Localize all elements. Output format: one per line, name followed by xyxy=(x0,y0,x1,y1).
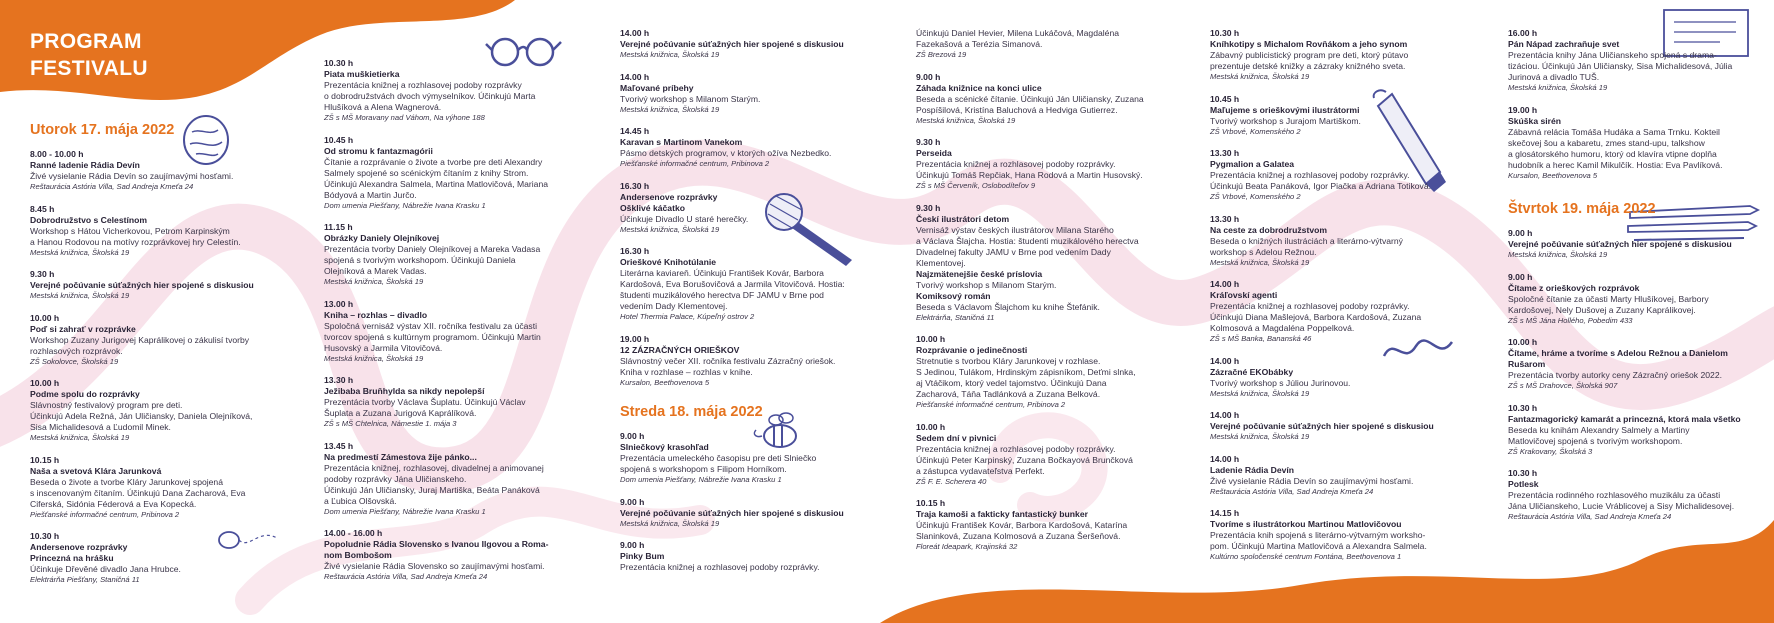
event-name: Ranné ladenie Rádia Devín xyxy=(30,160,140,170)
event-item xyxy=(324,375,574,430)
column-2 xyxy=(324,58,574,594)
event-description: Beseda s Václavom Šlajchom ku knihe Štefánik. xyxy=(916,301,1100,312)
event-time: 16.30 h xyxy=(620,246,650,256)
event-description: Prezentácia knižnej a rozhlasovej podoby rozprávky. xyxy=(916,159,1116,169)
event-description: skečovej šou a kabaretu, zmes stand-upu, talkshow xyxy=(1508,137,1705,148)
event-name: Traja kamoši a fakticky fantastický bunker xyxy=(916,509,1088,519)
event-description: Beseda ku knihám Alexandry Salmely a Martiny xyxy=(1508,424,1690,435)
event-location: Dom umenia Piešťany, Nábrežie Ivana Krasku 1 xyxy=(620,475,782,484)
event-item xyxy=(1508,228,1758,261)
event-description: Prezentácia knižnej, rozhlasovej, divadelnej a animovanej xyxy=(324,462,544,473)
event-time: 9.00 h xyxy=(1508,271,1533,282)
event-name: Maľujeme s orieškovými ilustrátormi xyxy=(1210,104,1360,115)
event-description: hudobník a herec Kamil Mikulčík. Hostia: Eva Pavlíková. xyxy=(1508,159,1723,170)
event-location: Mestská knižnica, Školská 19 xyxy=(620,50,720,59)
event-location: Mestská knižnica, Školská 19 xyxy=(324,353,424,363)
event-location: ZŠ F. E. Scherera 40 xyxy=(916,476,987,486)
event-time: 10.30 h xyxy=(30,531,60,541)
event-name: Zázračné EKObábky xyxy=(1210,366,1294,377)
event-time: 11.15 h xyxy=(324,222,353,232)
event-name: Naša a svetová Klára Jarunková xyxy=(30,465,162,476)
event-name: Sedem dní v pivnici xyxy=(916,432,997,443)
event-description: Slávnostný festivalový program pre deti. xyxy=(30,400,183,410)
event-name: Českí ilustrátori detom xyxy=(916,213,1010,224)
event-description: rozhlasových rozprávok. xyxy=(30,345,123,356)
day-heading: Streda 18. mája 2022 xyxy=(620,404,763,420)
event-description: tizáciou. Účinkujú Ján Uličiansky, Sisa Michalidesová, Júlia xyxy=(1508,61,1733,71)
event-time: 16.30 h xyxy=(620,180,650,191)
event-name: Kníhkotipy s Michalom Rovňákom a jeho synom xyxy=(1210,39,1408,49)
event-item xyxy=(1508,28,1758,94)
event-description: Zábavný publicistický program pre deti, ktorý pútavo xyxy=(1210,50,1409,60)
program-title xyxy=(30,28,148,82)
event-time: 10.15 h xyxy=(916,498,946,508)
event-description: Vernisáž výstav českých ilustrátorov Milana Starého xyxy=(916,224,1114,235)
event-time: 10.00 h xyxy=(30,312,60,323)
event-name: Verejné počúvanie súťažných hier spojené s diskusiou xyxy=(30,280,254,290)
event-description: Stretnutie s tvorbou Kláry Jarunkovej v rozhlase. xyxy=(916,356,1101,366)
event-location: Reštaurácia Astória Villa, Sad Andreja Kmeťa 24 xyxy=(324,572,488,581)
event-name: Kniha – rozhlas – divadlo xyxy=(324,309,428,320)
event-location: ZŠ Krakovany, Školská 3 xyxy=(1508,446,1593,456)
event-time: 14.15 h xyxy=(1210,508,1240,518)
event-item xyxy=(620,28,870,61)
event-description: Účinkujú František Kovár, Barbora Kardošová, Katarína xyxy=(916,520,1128,530)
event-time: 14.00 h xyxy=(620,28,650,38)
event-description: Účinkujú Daniel Hevier, Milena Lukáčová, Magdaléna xyxy=(916,28,1120,38)
event-location: ZŠ Vrbové, Komenského 2 xyxy=(1210,192,1301,201)
event-item xyxy=(30,204,266,259)
event-description: Kniha v rozhlase – rozhlas v knihe. xyxy=(620,366,753,377)
event-description: a zástupca vydavateľstva Perfekt. xyxy=(916,465,1045,476)
event-name: Obrázky Daniely Olejníkovej xyxy=(324,233,440,243)
event-location: ZŠ Vrbové, Komenského 2 xyxy=(1210,126,1301,136)
event-description: Prezentácia knihy Jána Uličianskeho spojená s drama- xyxy=(1508,50,1717,60)
event-item xyxy=(30,269,266,302)
event-description: Prezentácia umeleckého časopisu pre deti Slniečko xyxy=(620,453,817,463)
event-description: Živé vysielanie Rádia Devín so zaujímavými hosťami. xyxy=(30,171,234,181)
event-time: 19.00 h xyxy=(620,333,650,344)
event-location: Mestská knižnica, Školská 19 xyxy=(1210,388,1310,398)
title-line1: PROGRAM xyxy=(30,30,142,53)
event-item xyxy=(620,334,870,389)
event-name: Od stromu k fantazmagórii xyxy=(324,145,433,156)
event-location: Dom umenia Piešťany, Nábrežie Ivana Krasku 1 xyxy=(324,506,486,516)
event-description: Tvorivý workshop s Milanom Starým. xyxy=(620,93,761,104)
event-time: 14.00 h xyxy=(1210,410,1240,420)
event-item xyxy=(324,528,574,583)
event-name: Verejné počúvanie súťažných hier spojené s diskusiou xyxy=(620,507,844,518)
event-description: Olejníková a Marek Vadas. xyxy=(324,266,427,276)
event-description: Kardošovej, Nely Dušovej a Zuzany Kaprálikovej. xyxy=(1508,304,1696,315)
event-item xyxy=(30,149,266,193)
event-description: Prezentácia knižnej a rozhlasovej podoby rozprávky. xyxy=(620,562,820,572)
event-description: Účinkujú Peter Karpinský, Zuzana Bočkayová Brunčková xyxy=(916,454,1133,465)
event-location: ZŠ Sokolovce, Školská 19 xyxy=(30,356,119,366)
event-name: Poď si zahrať v rozprávke xyxy=(30,323,136,334)
event-description: s inscenovaným čítaním. Účinkujú Dana Zacharová, Eva xyxy=(30,487,246,498)
event-name: Pinky Bum xyxy=(620,551,665,561)
event-name: Slniečkový krasohľad xyxy=(620,442,709,452)
event-item xyxy=(620,540,870,573)
column-4 xyxy=(916,28,1166,564)
event-description: a glosátorského humoru, ktorý od klavíra vtipne doplňa xyxy=(1508,148,1717,159)
event-item xyxy=(30,378,266,444)
event-location: ZŠ s MŠ Drahovce, Školská 907 xyxy=(1508,381,1618,390)
event-description: Prezentácia tvorby Daniely Olejníkovej a Mareka Vadasa xyxy=(324,244,541,254)
event-location: Floreát Ideapark, Krajinská 32 xyxy=(916,542,1018,551)
event-item xyxy=(324,58,574,124)
event-location: Mestská knižnica, Školská 19 xyxy=(30,433,130,442)
event-location: Mestská knižnica, Školská 19 xyxy=(620,104,720,114)
event-item xyxy=(324,299,574,365)
event-description: Spoločné čítanie za účasti Marty Hlušíkovej, Barbory xyxy=(1508,293,1709,304)
event-description: Bódyová a Martin Jurčo. xyxy=(324,189,417,200)
event-name: Tvoríme s ilustrátorkou Martinou Matlovičovou xyxy=(1210,519,1402,529)
event-description: Živé vysielanie Rádia Slovensko so zaujímavými hosťami. xyxy=(324,561,545,571)
event-item xyxy=(1508,337,1758,392)
event-time: 14.00 h xyxy=(1210,453,1240,464)
event-description: Workshop s Hátou Vicherkovou, Petrom Karpinským xyxy=(30,225,230,236)
event-description: Sisa Michalidesová a Ľudomil Minek. xyxy=(30,422,171,432)
event-location: Piešťanské informačné centrum, Pribinova 2 xyxy=(30,509,180,519)
event-name: Andersenove rozprávky xyxy=(620,191,718,202)
event-item xyxy=(620,431,870,486)
event-description: Prezentácia knih spojená s literárno-výtvarným worksho- xyxy=(1210,530,1426,540)
event-description: a Václava Šlajcha. Hostia: študenti muzikálového herectva xyxy=(916,235,1139,246)
event-item xyxy=(1210,508,1460,563)
event-description: Tvorivý workshop s Milanom Starým. xyxy=(916,279,1057,290)
event-item xyxy=(1210,214,1460,269)
event-item xyxy=(324,135,574,212)
event-description: Jána Uličianskeho, Lucie Vráblicovej a Sisy Michalidesovej. xyxy=(1508,501,1735,511)
event-item xyxy=(916,72,1166,127)
event-name: Na ceste za dobrodružstvom xyxy=(1210,224,1327,235)
event-time: 9.00 h xyxy=(916,71,941,82)
event-description: Účinkujú Alexandra Salmela, Martina Matlovičová, Mariana xyxy=(324,178,549,189)
day-heading: Utorok 17. mája 2022 xyxy=(30,122,175,138)
event-description: vedením Dady Klementovej. xyxy=(620,301,728,311)
event-description: Jurinová a divadlo TUŠ. xyxy=(1508,72,1600,82)
event-description: prezentuje detské knižky a zázraky knižného sveta. xyxy=(1210,61,1406,71)
event-location: Mestská knižnica, Školská 19 xyxy=(324,277,424,286)
event-name: Skúška sirén xyxy=(1508,115,1562,126)
event-description: Účinkujú Tomáš Repčiak, Hana Rodová a Martin Husovský. xyxy=(916,170,1143,180)
event-time: 13.45 h xyxy=(324,440,354,451)
event-time: 9.30 h xyxy=(916,202,941,213)
event-description: študenti muzikálového herectva DF JAMU v Brne pod xyxy=(620,290,824,300)
event-description: Workshop Zuzany Jurigovej Kaprálikovej o zákulisí tvorby xyxy=(30,334,250,345)
event-location: Reštaurácia Astória Villa, Sad Andreja Kmeťa 24 xyxy=(1508,512,1672,521)
event-location: Mestská knižnica, Školská 19 xyxy=(1210,257,1310,267)
event-location: Elektrárňa, Staničná 11 xyxy=(916,312,995,322)
event-description: Živé vysielanie Rádia Devín so zaujímavými hosťami. xyxy=(1210,475,1414,486)
event-description: o dobrodružstvách dvoch výmyselníkov. Účinkujú Marta xyxy=(324,91,536,101)
event-location: Kursalon, Beethovenova 5 xyxy=(620,377,710,387)
event-name: Ladenie Rádia Devín xyxy=(1210,464,1295,475)
event-location: Mestská knižnica, Školská 19 xyxy=(620,518,720,528)
event-location: Mestská knižnica, Školská 19 xyxy=(1508,83,1608,92)
event-name: Ošklivé káčatko xyxy=(620,202,685,213)
event-time: 8.00 - 10.00 h xyxy=(30,149,84,159)
event-description: Účinkuje Divadlo U staré herečky. xyxy=(620,213,749,224)
event-name: Podme spolu do rozprávky xyxy=(30,389,140,399)
event-item xyxy=(30,455,266,521)
event-item xyxy=(324,222,574,288)
event-location: Piešťanské informačné centrum, Pribinova 2 xyxy=(620,159,770,168)
event-location: Mestská knižnica, Školská 19 xyxy=(30,291,130,300)
event-name: Piata muškietierka xyxy=(324,69,400,79)
event-item xyxy=(1210,356,1460,400)
event-time: 13.30 h xyxy=(1210,213,1240,224)
event-description: Beseda o knižných ilustráciách a literárno-výtvarný xyxy=(1210,235,1403,246)
event-location: Reštaurácia Astória Villa, Sad Andreja Kmeťa 24 xyxy=(30,182,194,191)
column-1 xyxy=(30,122,266,597)
event-description: Účinkujú Diana Mašlejová, Barbora Kardošová, Zuzana xyxy=(1210,312,1422,322)
event-description: Prezentácia knižnej a rozhlasovej podoby rozprávky. xyxy=(1210,170,1410,180)
event-description: Tvorivý workshop s Júliou Jurinovou. xyxy=(1210,377,1351,388)
event-item xyxy=(324,441,574,518)
event-description: Kardošová, Eva Borušovičová a Jarmila Vitovičová. Hostia: xyxy=(620,279,845,289)
event-location: ZŠ Brezová 19 xyxy=(916,50,967,59)
event-item xyxy=(916,422,1166,488)
event-name: Najzmätenejšie české príslovia xyxy=(916,268,1043,279)
column-3 xyxy=(620,28,870,584)
event-name: Andersenove rozprávky xyxy=(30,542,128,552)
event-time: 19.00 h xyxy=(1508,104,1538,115)
event-item xyxy=(1210,454,1460,498)
event-name: Komiksový román xyxy=(916,290,991,301)
event-location: ZŠ s MŠ Chtelnica, Námestie 1. mája 3 xyxy=(324,419,457,428)
event-description: Účinkujú Beata Panáková, Igor Piačka a Adriana Totiková. xyxy=(1210,181,1432,191)
event-location: Piešťanské informačné centrum, Pribinova 2 xyxy=(916,400,1066,409)
event-time: 14.45 h xyxy=(620,126,650,136)
event-item xyxy=(916,28,1166,61)
event-location: Mestská knižnica, Školská 19 xyxy=(30,247,130,257)
event-item xyxy=(1210,28,1460,83)
event-time: 10.30 h xyxy=(1508,402,1538,413)
event-description: Beseda a scénické čítanie. Účinkujú Ján Uličiansky, Zuzana xyxy=(916,93,1144,104)
event-description: Beseda o živote a tvorbe Kláry Jarunkovej spojená xyxy=(30,476,223,487)
event-location: ZŠ s MŠ Banka, Bananská 46 xyxy=(1210,334,1312,343)
event-name: Maľované príbehy xyxy=(620,82,694,93)
event-description: Matlovičovej spojená s tvorivým workshopom. xyxy=(1508,435,1683,446)
event-time: 10.00 h xyxy=(916,334,946,344)
event-location: Elektrárňa Piešťany, Staničná 11 xyxy=(30,575,140,584)
event-item xyxy=(916,334,1166,411)
event-description: Tvorivý workshop s Jurajom Martiškom. xyxy=(1210,115,1361,126)
event-time: 9.00 h xyxy=(620,540,645,550)
event-time: 8.45 h xyxy=(30,203,55,214)
event-description: Účinkuje Dřevěné divadlo Jana Hrubce. xyxy=(30,564,181,574)
event-time: 10.30 h xyxy=(324,58,354,68)
event-item xyxy=(620,72,870,116)
event-description: podoby rozprávky Jána Uličianskeho. xyxy=(324,473,467,484)
event-description: Klementovej. xyxy=(916,257,966,268)
event-time: 13.30 h xyxy=(324,375,354,385)
event-location: Hotel Thermia Palace, Kúpeľný ostrov 2 xyxy=(620,312,755,321)
event-description: Účinkujú Adela Režná, Ján Uličiansky, Daniela Olejníková, xyxy=(30,411,253,421)
event-description: Fazekašová a Terézia Simanová. xyxy=(916,39,1043,49)
event-description: a Ľubica Olšovská. xyxy=(324,495,397,506)
event-description: Prezentácia tvorby Václava Šuplatu. Účinkujú Václav xyxy=(324,397,526,407)
event-time: 10.15 h xyxy=(30,454,60,465)
event-location: Reštaurácia Astória Villa, Sad Andreja Kmeťa 24 xyxy=(1210,486,1374,496)
event-time: 10.00 h xyxy=(1508,337,1538,347)
event-location: Mestská knižnica, Školská 19 xyxy=(620,224,720,234)
event-name: Popoludnie Rádia Slovensko s Ivanou Ilgovou a Roma- xyxy=(324,539,549,549)
event-item xyxy=(1210,94,1460,138)
event-location: Mestská knižnica, Školská 19 xyxy=(1210,432,1310,441)
event-item xyxy=(1508,272,1758,327)
event-description: pom. Účinkujú Martina Matlovičová a Alexandra Salmela. xyxy=(1210,541,1427,551)
event-description: Prezentácia knižnej a rozhlasovej podoby rozprávky xyxy=(324,80,522,90)
event-time: 14.00 - 16.00 h xyxy=(324,528,383,538)
event-time: 14.00 h xyxy=(1210,355,1240,366)
event-description: Spoločná vernisáž výstav XII. ročníka festivalu za účasti xyxy=(324,320,538,331)
event-item xyxy=(916,137,1166,192)
event-item xyxy=(1210,279,1460,345)
event-description: Kolmosová a Magdaléna Poppelková. xyxy=(1210,323,1355,333)
event-item xyxy=(916,498,1166,553)
event-name: Pygmalion a Galatea xyxy=(1210,159,1295,169)
column-5 xyxy=(1210,28,1460,574)
event-name: Rušarom xyxy=(1508,359,1546,369)
event-item xyxy=(30,531,266,586)
event-name: Verejné počúvanie súťažných hier spojené s diskusiou xyxy=(620,39,844,49)
column-6 xyxy=(1508,28,1758,534)
event-time: 9.30 h xyxy=(916,137,941,147)
event-time: 10.45 h xyxy=(324,134,354,145)
event-item xyxy=(30,313,266,368)
event-location: Kultúrno spoločenské centrum Fontána, Beethovenova 1 xyxy=(1210,552,1402,561)
event-description: aj Vtáčikom, ktorý vedel tajomstvo. Účinkujú Dana xyxy=(916,378,1107,388)
event-description: Pásmo detských programov, v ktorých ožíva Nezbedko. xyxy=(620,148,832,158)
event-time: 13.00 h xyxy=(324,298,354,309)
event-name: Záhada knižnice na konci ulice xyxy=(916,82,1042,93)
event-description: Divadelnej fakulty JAMU v Brne pod vedením Dady xyxy=(916,246,1111,257)
title-line2: FESTIVALU xyxy=(30,57,148,80)
event-location: Mestská knižnica, Školská 19 xyxy=(916,115,1016,125)
event-name: Ježibaba Bruňhylda sa nikdy nepolepší xyxy=(324,386,485,396)
event-location: ZŠ s MŠ Červeník, Oslobodíteľov 9 xyxy=(916,181,1036,190)
event-description: Účinkujú Ján Uličiansky, Juraj Martiška, Beáta Panáková xyxy=(324,484,540,495)
event-name: Orieškové Knihotúlanie xyxy=(620,257,716,267)
event-time: 16.00 h xyxy=(1508,28,1538,38)
event-item xyxy=(1508,403,1758,458)
event-name: Karavan s Martinom Vanekom xyxy=(620,137,743,147)
event-name: nom Bombošom xyxy=(324,550,392,560)
event-description: Pospíšilová, Kristína Baluchová a Hedviga Gutierrez. xyxy=(916,104,1118,115)
event-item xyxy=(1210,148,1460,203)
event-description: Literárna kaviareň. Účinkujú František Kovár, Barbora xyxy=(620,268,824,278)
event-name: Princezná na hrášku xyxy=(30,553,114,563)
event-name: Potlesk xyxy=(1508,479,1539,489)
event-item xyxy=(916,203,1166,324)
event-time: 9.00 h xyxy=(620,496,645,507)
event-time: 10.30 h xyxy=(1508,468,1538,478)
event-time: 10.30 h xyxy=(1210,28,1240,38)
event-time: 14.00 h xyxy=(1210,279,1240,289)
event-name: Dobrodružstvo s Celestínom xyxy=(30,214,147,225)
event-description: S Jedinou, Tulákom, Hrdinským zápisníkom, Deťmi slnka, xyxy=(916,367,1136,377)
event-location: Dom umenia Piešťany, Nábrežie Ivana Krasku 1 xyxy=(324,200,486,210)
event-description: Salmely spojené so scénickým čítaním z knihy Strom. xyxy=(324,167,529,178)
event-description: Husovský a Jarmila Vitovičová. xyxy=(324,342,443,353)
event-item xyxy=(1210,410,1460,443)
event-name: Fantazmagorický kamarát a princezná, ktorá mala všetko xyxy=(1508,413,1741,424)
event-description: Zacharová, Táňa Tadlánková a Zuzana Belková. xyxy=(916,389,1101,399)
event-location: Mestská knižnica, Školská 19 xyxy=(1210,72,1310,81)
event-description: Šuplata a Zuzana Jurigová Kaprálíková. xyxy=(324,408,477,418)
event-item xyxy=(1508,105,1758,182)
event-description: spojená s tvorivým workshopom. Účinkujú Daniela xyxy=(324,255,516,265)
event-description: Prezentácia rodinného rozhlasového muzikálu za účasti xyxy=(1508,490,1721,500)
event-name: Verejné počúvanie súťažných hier spojené s diskusiou xyxy=(1508,239,1732,249)
event-description: Hlušíková a Alena Wagnerová. xyxy=(324,102,442,112)
event-time: 9.00 h xyxy=(1508,228,1533,238)
event-item xyxy=(620,126,870,170)
day-heading: Štvrtok 19. mája 2022 xyxy=(1508,201,1656,217)
event-description: Slávnostný večer XII. ročníka festivalu Zázračný oriešok. xyxy=(620,355,836,366)
event-location: Mestská knižnica, Školská 19 xyxy=(1508,250,1608,259)
event-item xyxy=(620,246,870,323)
event-description: workshop s Adelou Režnou. xyxy=(1210,246,1317,257)
event-description: spojená s workshopom s Filipom Horníkom. xyxy=(620,464,787,474)
event-time: 10.00 h xyxy=(916,421,946,432)
event-description: a Hanou Rodovou na motívy rozprávkovej hry Celestín. xyxy=(30,236,241,247)
event-name: Verejné počúvanie súťažných hier spojené s diskusiou xyxy=(1210,421,1434,431)
event-description: Prezentácia knižnej a rozhlasovej podoby rozprávky. xyxy=(916,443,1116,454)
event-item xyxy=(620,181,870,236)
event-location: Kursalon, Beethovenova 5 xyxy=(1508,170,1598,180)
event-time: 10.45 h xyxy=(1210,93,1240,104)
event-description: Prezentácia knižnej a rozhlasovej podoby rozprávky. xyxy=(1210,301,1410,311)
event-description: Prezentácia tvorby autorky ceny Zázračný oriešok 2022. xyxy=(1508,370,1722,380)
event-name: Rozprávanie o jedinečnosti xyxy=(916,345,1028,355)
event-description: Čítanie a rozprávanie o živote a tvorbe pre deti Alexandry xyxy=(324,156,543,167)
event-item xyxy=(620,497,870,530)
event-name: Perseida xyxy=(916,148,952,158)
event-time: 10.00 h xyxy=(30,378,60,388)
event-time: 13.30 h xyxy=(1210,148,1240,158)
event-name: Pán Nápad zachraňuje svet xyxy=(1508,39,1620,49)
event-name: Čítame, hráme a tvoríme s Adelou Režnou a Danielom xyxy=(1508,348,1728,358)
event-location: ZŠ s MŠ Jána Hollého, Pobedim 433 xyxy=(1508,315,1633,325)
event-location: ZŠ s MŠ Moravany nad Váhom, Na výhone 188 xyxy=(324,113,485,122)
event-name: Čítame z orieškových rozprávok xyxy=(1508,282,1640,293)
event-name: Kráľovskí agenti xyxy=(1210,290,1278,300)
event-description: Ciferská, Sidónia Féderová a Eva Kopecká. xyxy=(30,498,197,509)
event-description: tvorcov spojená s kultúrnym programom. Účinkujú Martin xyxy=(324,331,541,342)
event-description: Slaninková, Zuzana Kolmosová a Zuzana Šeršeňová. xyxy=(916,531,1121,541)
event-time: 14.00 h xyxy=(620,71,650,82)
event-item xyxy=(1508,468,1758,523)
event-time: 9.30 h xyxy=(30,269,55,279)
event-name: 12 ZÁZRAČNÝCH ORIEŠKOV xyxy=(620,344,740,355)
event-description: Zábavná relácia Tomáša Hudáka a Sama Trnku. Kokteil xyxy=(1508,126,1720,137)
event-name: Na predmestí Zámestova žije pánko... xyxy=(324,451,477,462)
event-time: 9.00 h xyxy=(620,431,645,441)
